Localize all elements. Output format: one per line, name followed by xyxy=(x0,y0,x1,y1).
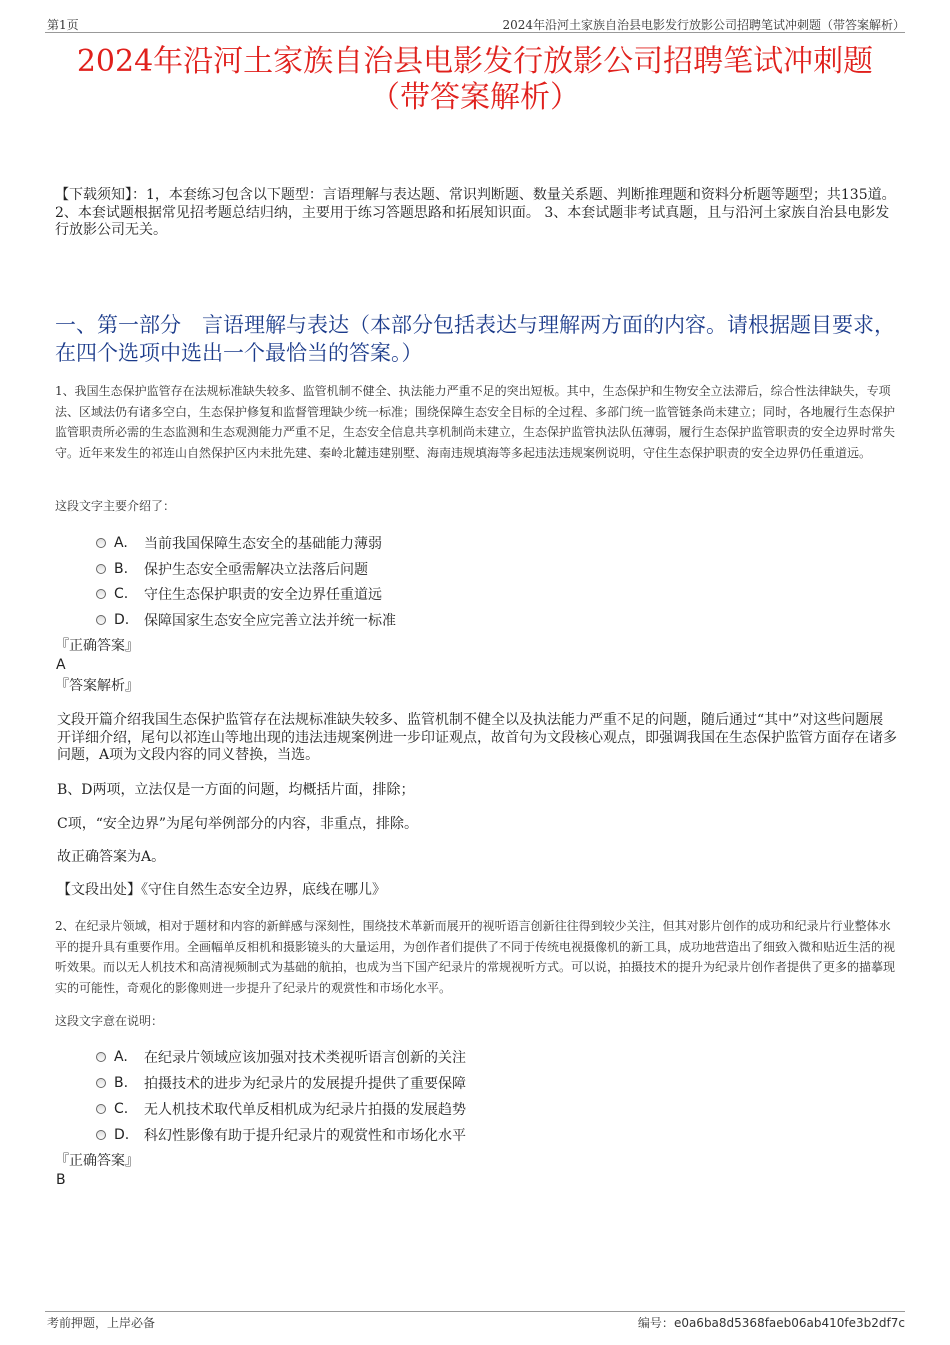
radio-icon[interactable] xyxy=(96,615,106,625)
document-code xyxy=(638,1314,905,1331)
q1-answer-label: 『正确答案』 xyxy=(55,638,139,654)
q1-option-d[interactable] xyxy=(96,610,396,630)
option-text: 在纪录片领域应该加强对技术类视听语言创新的关注 xyxy=(144,1050,466,1066)
q1-analysis-paragraph: B、D两项，立法仅是一方面的问题，均概括片面，排除； xyxy=(57,782,415,798)
footer-slogan: 考前押题，上岸必备 xyxy=(47,1316,156,1330)
q2-answer: B xyxy=(56,1172,66,1188)
q2-option-c[interactable] xyxy=(96,1099,466,1119)
q1-source: 【文段出处】《守住自然生态安全边界，底线在哪儿》 xyxy=(57,882,386,898)
option-letter: A. xyxy=(114,1049,128,1065)
q1-option-b[interactable] xyxy=(96,559,368,579)
radio-icon[interactable] xyxy=(96,1052,106,1062)
option-text: 科幻性影像有助于提升纪录片的观赏性和市场化水平 xyxy=(144,1128,466,1144)
radio-icon[interactable] xyxy=(96,1130,106,1140)
code-label: 编号： xyxy=(637,1316,674,1330)
radio-icon[interactable] xyxy=(96,1104,106,1114)
radio-icon[interactable] xyxy=(96,1078,106,1088)
q1-analysis-paragraph: 文段开篇介绍我国生态保护监管存在法规标准缺失较多、监管机制不健全以及执法能力严重不足的问题，随后通过“其中”对这些问题展开详细介绍，尾句以祁连山等地出现的违法违规案例进一步印证观点，故首句为文段核心观点，即强调我国在生态保护监管方面存在诸多问题，A项为文段内容的同义替换，当选。 xyxy=(57,712,897,763)
q1-analysis-paragraph: 故正确答案为A。 xyxy=(57,849,166,865)
option-letter: C. xyxy=(114,586,129,602)
option-letter: D. xyxy=(114,1127,130,1143)
q1-answer: A xyxy=(56,657,66,673)
doc-subtitle: （带答案解析） xyxy=(370,80,580,115)
q2-option-b[interactable] xyxy=(96,1073,466,1093)
option-text: 保障国家生态安全应完善立法并统一标准 xyxy=(144,613,396,629)
footer-divider xyxy=(45,1311,905,1312)
option-text: 无人机技术取代单反相机成为纪录片拍摄的发展趋势 xyxy=(144,1102,466,1118)
code-value: e0a6ba8d5368faeb06ab410fe3b2df7c xyxy=(673,1316,905,1330)
radio-icon[interactable] xyxy=(96,589,106,599)
option-letter: D. xyxy=(114,612,130,628)
option-letter: B. xyxy=(114,561,129,577)
doc-title: 2024年沿河土家族自治县电影发行放影公司招聘笔试冲刺题 xyxy=(76,44,874,79)
q2-option-a[interactable] xyxy=(96,1047,466,1067)
radio-icon[interactable] xyxy=(96,564,106,574)
q2-answer-label: 『正确答案』 xyxy=(55,1153,139,1169)
q1-option-c[interactable] xyxy=(96,584,382,604)
question-1-prompt: 这段文字主要介绍了： xyxy=(55,499,176,513)
question-1-text: 1、我国生态保护监管存在法规标准缺失较多、监管机制不健全、执法能力严重不足的突出短板。其中，生态保护和生物安全立法滞后，综合性法律缺失，专项法、区域法仍有诸多空白，生态保护修复和监督管理缺少统一标准；围绕保障生态安全目标的全过程、多部门统一监管链条尚未建立；同时，各地履行生态保护监管职责所必需的生态监测和生态观测能力严重不足，生态安全信息共享机制尚未建立，生态保护监管执法队伍薄弱，履行生态保护监管职责的安全边界时常失守。近年来发生的祁连山自然保护区内未批先建、秦岭北麓违建别墅、海南违规填海等多起违法违规案例说明，守住生态保护职责的安全边界仍任重道远。 xyxy=(55,384,896,460)
q1-option-a[interactable] xyxy=(96,533,382,553)
option-text: 当前我国保障生态安全的基础能力薄弱 xyxy=(144,536,382,552)
download-notice: 【下载须知】：1，本套练习包含以下题型：言语理解与表达题、常识判断题、数量关系题、判断推理题和资料分析题等题型；共135道。 2、本套试题根据常见招考题总结归纳，主要用于练习答题思路和拓展知识面。 3、本套试题非考试真题，且与沿河土家族自治县电影发行放影公司无关。 xyxy=(55,187,896,238)
question-2-text: 2、在纪录片领域，相对于题材和内容的新鲜感与深刻性，围绕技术革新而展开的视听语言创新往往得到较少关注，但其对影片创作的成功和纪录片行业整体水平的提升具有重要作用。全画幅单反相机和摄影镜头的大量运用，为创作者们提供了不同于传统电视摄像机的新工具，成功地营造出了细致入微和贴近生活的视听效果。而以无人机技术和高清视频制式为基础的航拍，也成为当下国产纪录片的常规视听方式。可以说，拍摄技术的提升为纪录片创作者提供了更多的描摹现实的可能性，奇观化的影像则进一步提升了纪录片的观赏性和市场化水平。 xyxy=(55,919,896,995)
option-text: 保护生态安全亟需解决立法落后问题 xyxy=(144,562,368,578)
option-letter: A. xyxy=(114,535,128,551)
option-text: 拍摄技术的进步为纪录片的发展提升提供了重要保障 xyxy=(144,1076,466,1092)
q1-analysis-label: 『答案解析』 xyxy=(55,678,139,694)
radio-icon[interactable] xyxy=(96,538,106,548)
q1-analysis-paragraph: C项，“安全边界”为尾句举例部分的内容，非重点，排除。 xyxy=(57,816,419,832)
section-heading: 一、第一部分 言语理解与表达（本部分包括表达与理解两方面的内容。请根据题目要求，在四个选项中选出一个最恰当的答案。） xyxy=(55,313,895,365)
page-number: 第1页 xyxy=(47,18,79,32)
question-2-prompt: 这段文字意在说明： xyxy=(55,1014,164,1028)
header-divider xyxy=(45,32,905,33)
option-letter: C. xyxy=(114,1101,129,1117)
header-doc-title: 2024年沿河土家族自治县电影发行放影公司招聘笔试冲刺题（带答案解析） xyxy=(502,18,905,32)
option-letter: B. xyxy=(114,1075,129,1091)
option-text: 守住生态保护职责的安全边界任重道远 xyxy=(144,587,382,603)
q2-option-d[interactable] xyxy=(96,1125,466,1145)
